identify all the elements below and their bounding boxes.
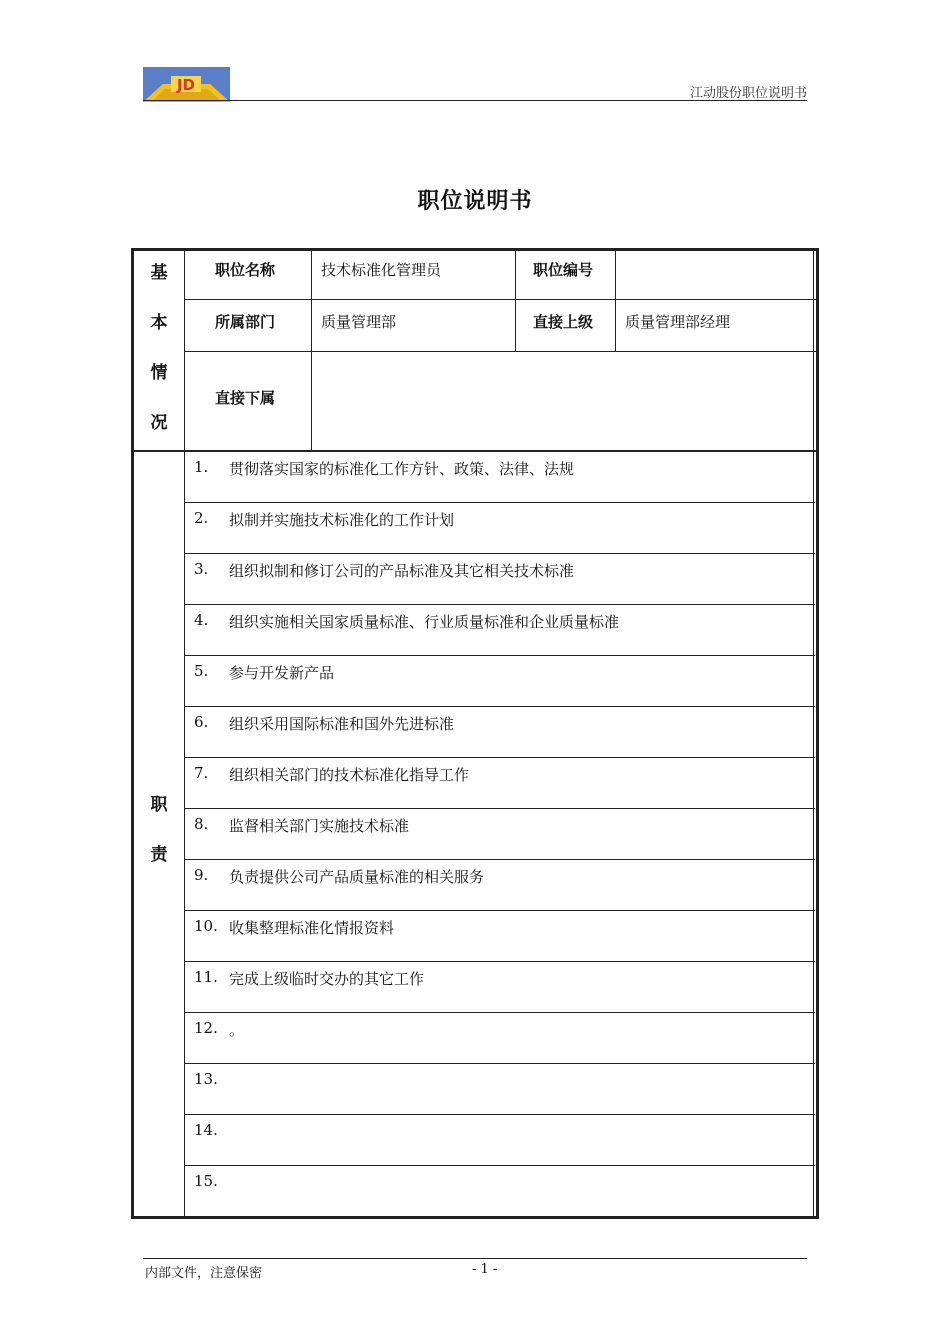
duty-row [185, 503, 815, 554]
duty-number: 15. [194, 1172, 218, 1190]
duty-row [185, 860, 815, 911]
duty-row [185, 452, 815, 503]
basic-info-label-char: 情 [150, 363, 168, 383]
duties-label-char: 责 [150, 845, 168, 865]
department-label: 所属部门 [215, 313, 276, 331]
supervisor-label: 直接上级 [533, 313, 594, 331]
duty-number: 3. [194, 560, 209, 578]
duty-row [185, 605, 815, 656]
duty-text: 收集整理标准化情报资料 [229, 919, 395, 937]
duty-row [185, 707, 815, 758]
footer-divider [143, 1258, 807, 1259]
basic-info-label-char: 况 [150, 413, 168, 433]
duty-text: 拟制并实施技术标准化的工作计划 [229, 511, 455, 529]
duty-text: 完成上级临时交办的其它工作 [229, 970, 425, 988]
duty-row [185, 1064, 815, 1115]
table-divider [185, 299, 816, 300]
duty-number: 10. [194, 917, 218, 935]
duty-text: 组织实施相关国家质量标准、行业质量标准和企业质量标准 [229, 613, 620, 631]
duty-row [185, 656, 815, 707]
header-divider [143, 100, 807, 101]
duty-number: 4. [194, 611, 209, 629]
position-code-label: 职位编号 [533, 261, 594, 279]
duty-number: 14. [194, 1121, 218, 1139]
duty-row [185, 911, 815, 962]
duty-row [185, 758, 815, 809]
duty-row [185, 809, 815, 860]
duty-row [185, 1166, 815, 1217]
duty-row [185, 1115, 815, 1166]
duty-text: 组织采用国际标准和国外先进标准 [229, 715, 455, 733]
duty-number: 1. [194, 458, 209, 476]
duty-number: 13. [194, 1070, 218, 1088]
department-value: 质量管理部 [321, 313, 397, 331]
company-logo [143, 67, 230, 102]
duty-number: 8. [194, 815, 209, 833]
position-name-label: 职位名称 [215, 261, 276, 279]
table-divider [515, 251, 516, 352]
table-divider [615, 251, 616, 352]
subordinate-label: 直接下属 [215, 389, 276, 407]
document-header-title: 江动股份职位说明书 [689, 86, 807, 101]
duty-number: 9. [194, 866, 209, 884]
supervisor-value: 质量管理部经理 [625, 313, 731, 331]
duty-text: 。 [229, 1021, 245, 1039]
duty-number: 7. [194, 764, 209, 782]
page-title: 职位说明书 [417, 189, 533, 214]
duty-text: 监督相关部门实施技术标准 [229, 817, 410, 835]
duty-row [185, 962, 815, 1013]
duties-label-char: 职 [150, 795, 168, 815]
duty-number: 5. [194, 662, 209, 680]
duty-number: 12. [194, 1019, 218, 1037]
basic-info-label-char: 本 [150, 313, 168, 333]
duty-text: 组织相关部门的技术标准化指导工作 [229, 766, 470, 784]
duty-text: 负责提供公司产品质量标准的相关服务 [229, 868, 485, 886]
duty-row [185, 1013, 815, 1064]
footer-confidential-note: 内部文件，注意保密 [145, 1266, 263, 1281]
position-name-value: 技术标准化管理员 [321, 261, 442, 279]
svg-text:JD: JD [176, 76, 196, 94]
duty-number: 2. [194, 509, 209, 527]
duty-number: 11. [194, 968, 218, 986]
duty-text: 贯彻落实国家的标准化工作方针、政策、法律、法规 [229, 460, 575, 478]
page-number: - 1 - [472, 1262, 498, 1277]
duty-row [185, 554, 815, 605]
duty-text: 组织拟制和修订公司的产品标准及其它相关技术标准 [229, 562, 575, 580]
duty-text: 参与开发新产品 [229, 664, 335, 682]
basic-info-label-char: 基 [150, 263, 168, 283]
duty-number: 6. [194, 713, 209, 731]
table-divider [185, 351, 816, 352]
